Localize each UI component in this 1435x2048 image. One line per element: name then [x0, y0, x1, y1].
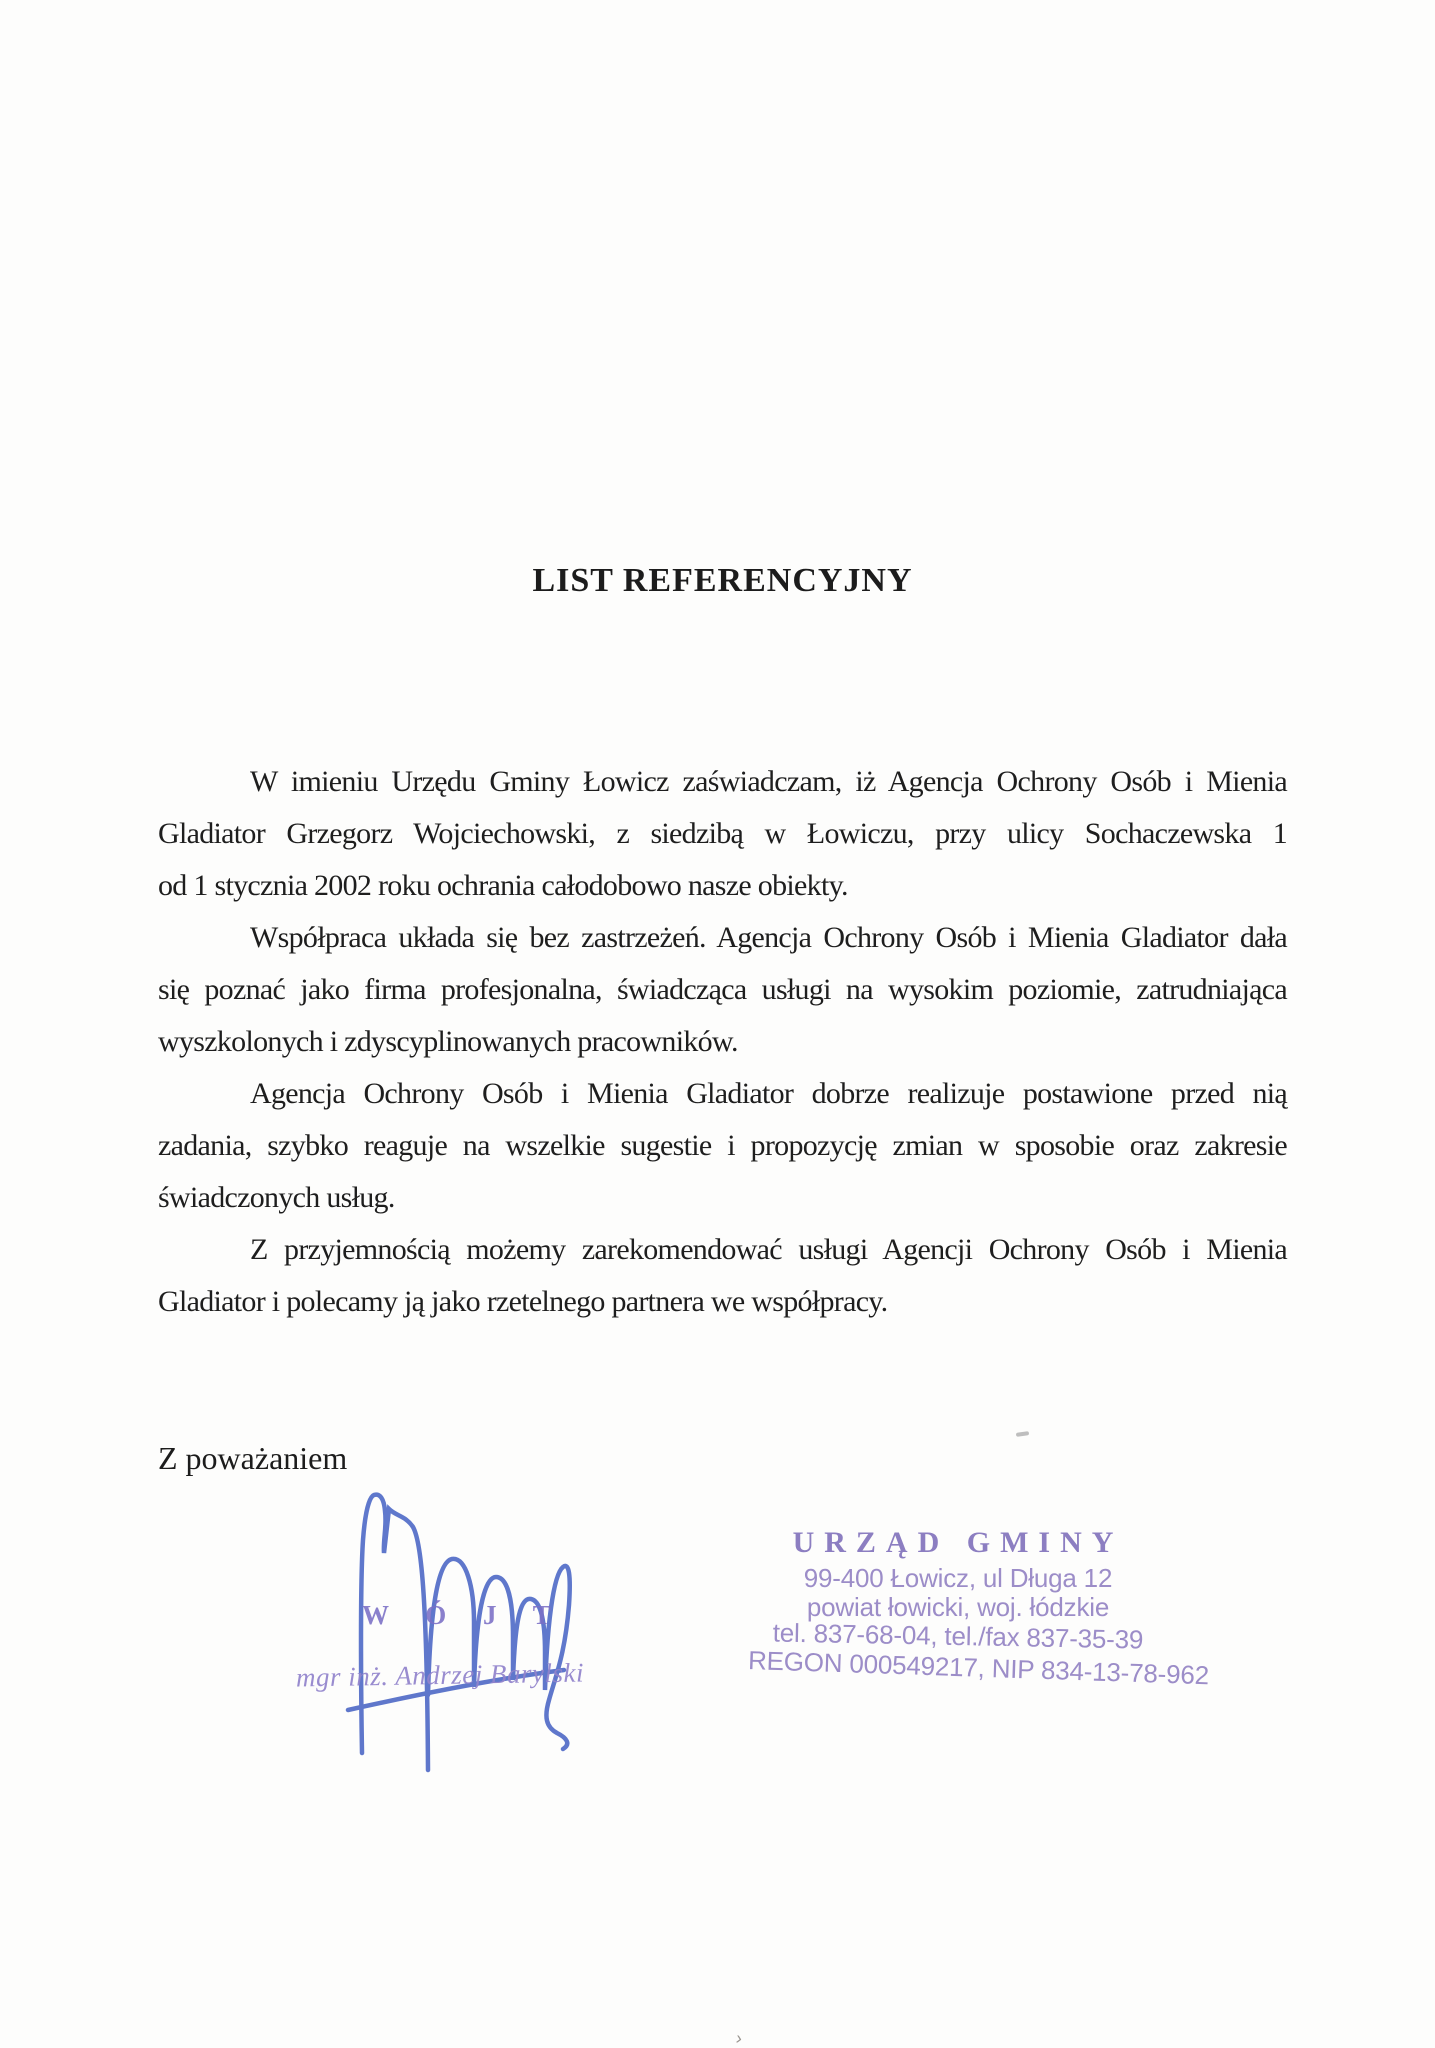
office-stamp-lines [747, 1563, 1210, 1691]
body-line: Agencja Ochrony Osób i Mienia Gladiator dobrze realizuje postawione przed nią [250, 1077, 1287, 1110]
body-line: się poznać jako firma profesjonalna, świadcząca usługi na wysokim poziomie, zatrudniająca [158, 973, 1287, 1006]
body-line: świadczonych usług. [158, 1181, 395, 1214]
office-stamp-line: 99-400 Łowicz, ul Długa 12 [803, 1563, 1113, 1593]
office-stamp-header: URZĄD GMINY [792, 1526, 1124, 1559]
body-line: Gladiator Grzegorz Wojciechowski, z siedzibą w Łowiczu, przy ulicy Sochaczewska 1 [158, 817, 1287, 850]
office-stamp-line: tel. 837-68-04, tel./fax 837-35-39 [772, 1617, 1144, 1655]
body-line: Z przyjemnością możemy zarekomendować usługi Agencji Ochrony Osób i Mienia [250, 1233, 1287, 1266]
body-line: wyszkolonych i zdyscyplinowanych pracowników. [158, 1025, 738, 1058]
body-line: Współpraca układa się bez zastrzeżeń. Agencja Ochrony Osób i Mienia Gladiator dała [250, 921, 1287, 954]
closing-salutation: Z poważaniem [158, 1440, 348, 1476]
scan-speck [1016, 1431, 1029, 1437]
document-title: LIST REFERENCYJNY [532, 562, 913, 599]
wojt-role-stamp: W Ó J T [362, 1600, 566, 1630]
office-stamp-line: REGON 000549217, NIP 834-13-78-962 [747, 1645, 1210, 1691]
body-line: Gladiator i polecamy ją jako rzetelnego partnera we współpracy. [158, 1285, 888, 1318]
office-stamp-line: powiat łowicki, woj. łódzkie [806, 1592, 1110, 1622]
scan-speck: › [734, 2027, 744, 2048]
signer-name-stamp: mgr inż. Andrzej Barylski [295, 1657, 585, 1693]
office-stamp [747, 1526, 1210, 1691]
body-line: od 1 stycznia 2002 roku ochrania całodobowo nasze obiekty. [158, 869, 848, 902]
body-line: zadania, szybko reaguje na wszelkie sugestie i propozycję zmian w sposobie oraz zakresie [158, 1129, 1287, 1162]
document-body [158, 756, 1287, 1328]
body-line: W imieniu Urzędu Gminy Łowicz zaświadczam, iż Agencja Ochrony Osób i Mienia [250, 765, 1287, 798]
